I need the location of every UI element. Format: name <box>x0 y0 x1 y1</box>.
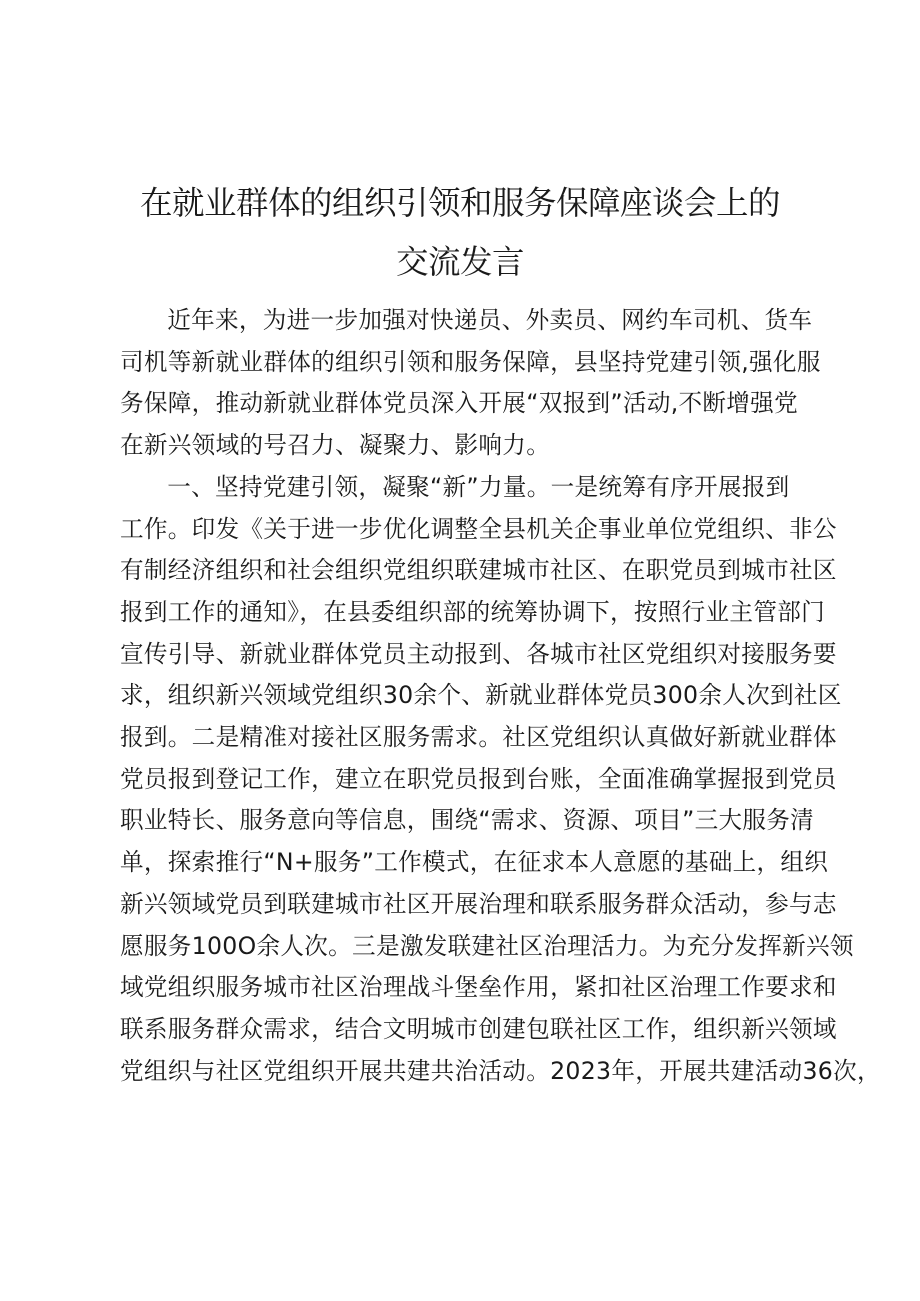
document-title <box>120 174 800 292</box>
paragraph-line: 党员报到登记工作，建立在职党员报到台账，全面准确掌握报到党员 <box>120 764 837 793</box>
paragraph-line: 联系服务群众需求，结合文明城市创建包联社区工作，组织新兴领域 <box>120 1014 837 1043</box>
paragraph-intro <box>120 300 821 467</box>
document-page <box>120 174 881 1092</box>
paragraph-line: 一、坚持党建引领，凝聚“新”力量。一是统筹有序开展报到 <box>167 472 790 501</box>
paragraph-line: 工作。印发《关于进一步优化调整全县机关企事业单位党组织、非公 <box>120 514 837 543</box>
paragraph-line: 职业特长、服务意向等信息，围绕“需求、资源、项目”三大服务清 <box>120 806 815 835</box>
paragraph-line: 近年来，为进一步加强对快递员、外卖员、网约车司机、货车 <box>167 306 813 334</box>
paragraph-line: 单，探索推行“N+服务”工作模式，在征求本人意愿的基础上，组织 <box>120 848 829 877</box>
paragraph-line: 新兴领域党员到联建城市社区开展治理和联系服务群众活动，参与志 <box>120 889 837 918</box>
paragraph-line: 报到。二是精准对接社区服务需求。社区党组织认真做好新就业群体 <box>120 723 837 752</box>
paragraph-section-one <box>120 467 881 1093</box>
title-line: 在就业群体的组织引领和服务保障座谈会上的 <box>139 184 780 222</box>
paragraph-line: 党组织与社区党组织开展共建共治活动。2023年，开展共建活动36次， <box>120 1056 881 1085</box>
paragraph-line: 愿服务100O余人次。三是激发联建社区治理活力。为充分发挥新兴领 <box>120 931 854 960</box>
title-line: 交流发言 <box>395 243 524 281</box>
paragraph-line: 司机等新就业群体的组织引领和服务保障，县坚持党建引领,强化服 <box>120 347 821 376</box>
paragraph-line: 求，组织新兴领域党组织30余个、新就业群体党员300余人次到社区 <box>120 681 842 710</box>
paragraph-line: 宣传引导、新就业群体党员主动报到、各城市社区党组织对接服务要 <box>120 639 837 668</box>
paragraph-line: 域党组织服务城市社区治理战斗堡垒作用，紧扣社区治理工作要求和 <box>120 973 837 1002</box>
paragraph-line: 报到工作的通知》，在县委组织部的统筹协调下，按照行业主管部门 <box>120 597 826 626</box>
paragraph-line: 有制经济组织和社会组织党组织联建城市社区、在职党员到城市社区 <box>120 556 837 585</box>
paragraph-line: 在新兴领域的号召力、凝聚力、影响力。 <box>120 431 551 460</box>
paragraph-line: 务保障，推动新就业群体党员深入开展“双报到”活动,不断增强党 <box>120 389 798 418</box>
